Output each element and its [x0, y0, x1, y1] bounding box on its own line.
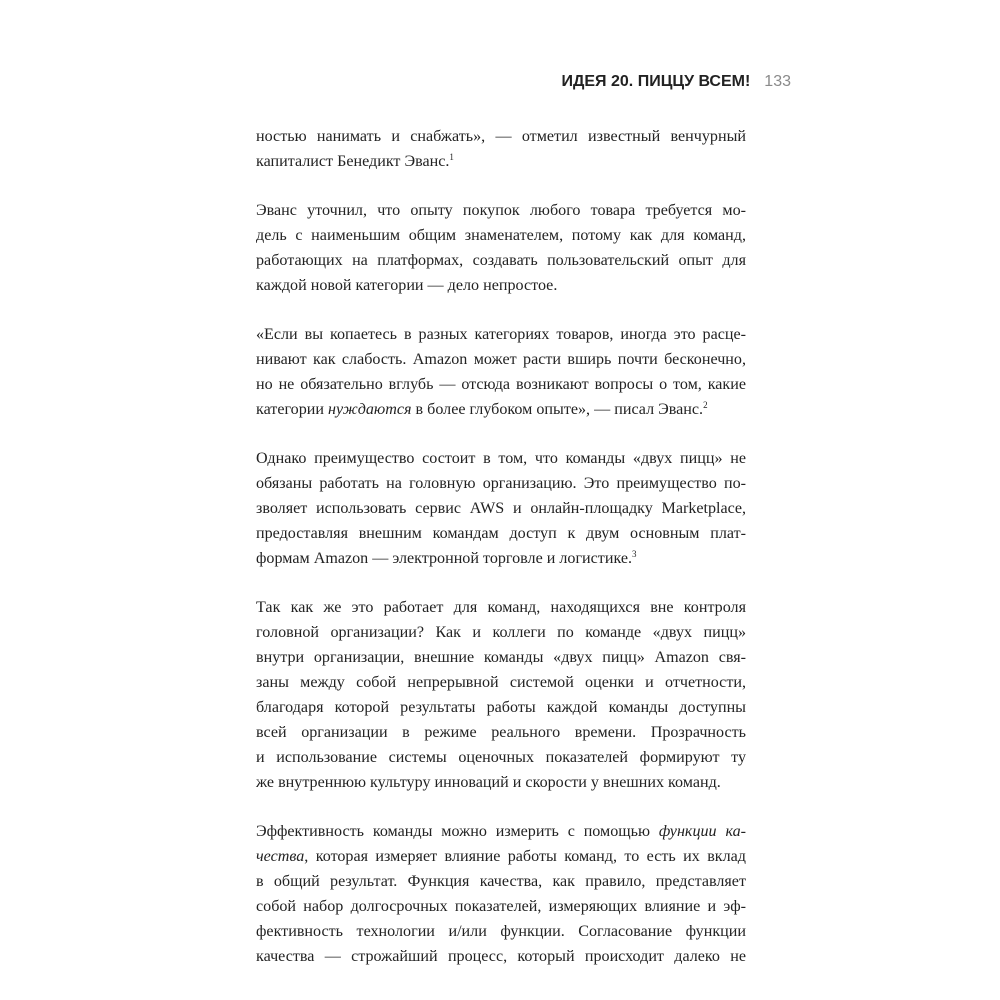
text-line: но не обязательно вглубь — отсюда возникают вопросы о том, какие: [256, 376, 746, 393]
text-line: качества — строжайший процесс, который происходит далеко не: [256, 948, 746, 965]
text-line: категории нуждаются в более глубоком опыте», — писал Эванс.$^2$: [256, 400, 708, 418]
text-line: фективность технологии и/или функции. Согласование функции: [256, 923, 746, 940]
footnote-marker: 2: [703, 400, 708, 410]
text-line: Так как же это работает для команд, находящихся вне контроля: [256, 599, 746, 616]
text-line: всей организации в режиме реального времени. Прозрачность: [256, 724, 746, 741]
text-line: зволяет использовать сервис AWS и онлайн-площадку Marketplace,: [256, 500, 746, 517]
page-header: [500, 70, 800, 94]
text-line: каждой новой категории — дело непростое.: [256, 277, 558, 294]
paragraph: [256, 446, 746, 571]
text-line: в общий результат. Функция качества, как правило, представляет: [256, 873, 746, 890]
text-line: дель с наименьшим общим знаменателем, потому как для команд,: [256, 227, 746, 244]
text-line: заны между собой непрерывной системой оценки и отчетности,: [256, 674, 746, 691]
text-line: и использование системы оценочных показателей формируют ту: [256, 749, 746, 766]
text-line: нивают как слабость. Amazon может расти вширь почти бесконечно,: [256, 351, 746, 368]
text-line: собой набор долгосрочных показателей, измеряющих влияние и эф-: [256, 898, 746, 915]
emphasis: чества: [256, 848, 305, 865]
text-line: капиталист Бенедикт Эванс.$^1$: [256, 152, 454, 170]
emphasis: функции ка-: [658, 823, 746, 840]
running-head: ИДЕЯ 20. ПИЦЦУ ВСЕМ!: [561, 73, 751, 90]
emphasis: нуждаются: [328, 401, 412, 418]
text-body: [256, 124, 746, 993]
page-number: 133: [764, 73, 791, 90]
footnote-marker: 3: [632, 549, 637, 559]
text-line: чества, которая измеряет влияние работы команд, то есть их вклад: [256, 848, 746, 865]
footnote-marker: 1: [449, 152, 454, 162]
text-line: же внутреннюю культуру инноваций и скорости у внешних команд.: [256, 774, 721, 791]
text-line: внутри организации, внешние команды «двух пицц» Amazon свя-: [256, 649, 746, 666]
text-line: головной организации? Как и коллеги по команде «двух пицц»: [256, 624, 746, 641]
paragraph: [256, 595, 746, 795]
paragraph: [256, 322, 746, 422]
text-line: формам Amazon — электронной торговле и логистике.$^3$: [256, 549, 637, 567]
text-line: «Если вы копаетесь в разных категориях товаров, иногда это расце-: [256, 326, 746, 343]
text-line: ностью нанимать и снабжать», — отметил известный венчурный: [256, 128, 746, 145]
text-line: обязаны работать на головную организацию. Это преимущество по-: [256, 475, 746, 492]
paragraph: [256, 198, 746, 298]
text-line: Однако преимущество состоит в том, что команды «двух пицц» не: [256, 450, 746, 467]
text-line: предоставляя внешним командам доступ к двум основным плат-: [256, 525, 746, 542]
paragraph: [256, 124, 746, 174]
text-line: Эффективность команды можно измерить с помощью функции ка-: [256, 823, 746, 840]
paragraph: [256, 819, 746, 969]
text-line: благодаря которой результаты работы каждой команды доступны: [256, 699, 746, 716]
text-line: работающих на платформах, создавать пользовательский опыт для: [256, 252, 746, 269]
text-line: Эванс уточнил, что опыту покупок любого товара требуется мо-: [256, 202, 746, 219]
